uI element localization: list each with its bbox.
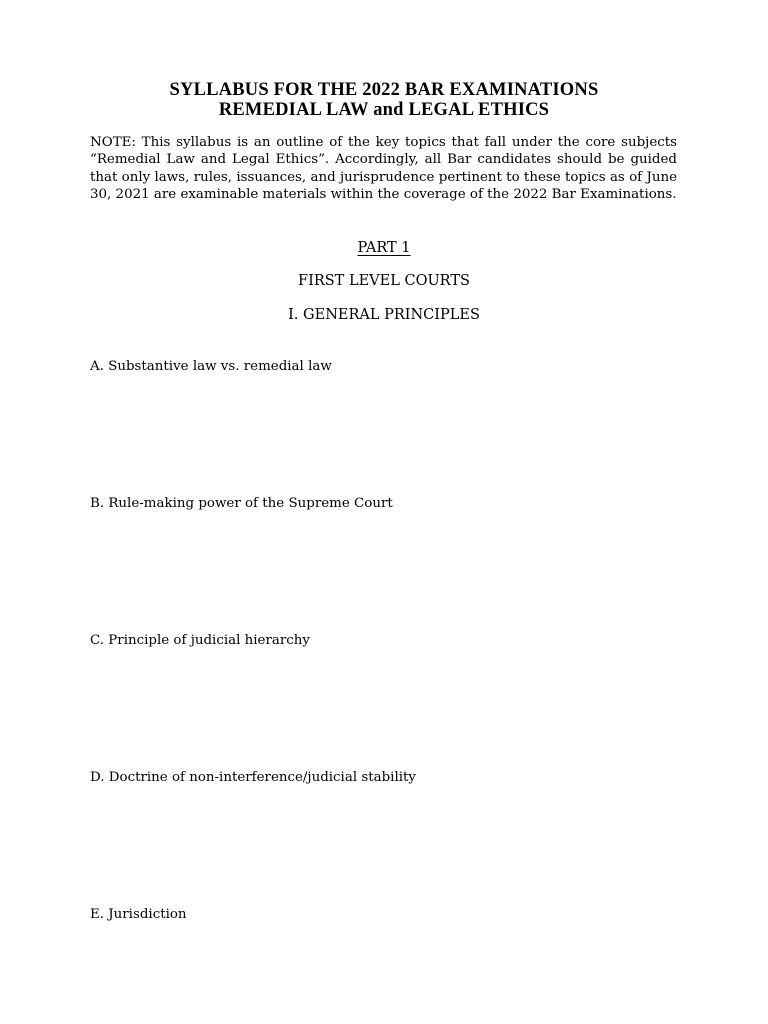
document-title-line-2: REMEDIAL LAW and LEGAL ETHICS <box>218 100 550 120</box>
topic-item: D. Doctrine of non-interference/judicial stability <box>90 770 416 785</box>
topic-item: B. Rule-making power of the Supreme Court <box>90 496 393 511</box>
topic-item: E. Jurisdiction <box>90 907 187 922</box>
syllabus-note: NOTE: This syllabus is an outline of the key topics that fall under the core subjects “Remedial Law and Legal Ethics”. Accordingly, all Bar candidates should be guided that only laws, rules, issuances, and jurisprudence pertinent to these topics as of June 30, 2021 are examinable materials within the coverage of the 2022 Bar Examinations. <box>90 135 677 203</box>
section-heading: I. GENERAL PRINCIPLES <box>288 307 480 323</box>
part-heading: PART 1 <box>357 240 411 256</box>
topic-item: A. Substantive law vs. remedial law <box>90 359 332 374</box>
document-title-line-1: SYLLABUS FOR THE 2022 BAR EXAMINATIONS <box>169 80 599 100</box>
court-level-heading: FIRST LEVEL COURTS <box>298 273 470 289</box>
topic-item: C. Principle of judicial hierarchy <box>90 633 310 648</box>
